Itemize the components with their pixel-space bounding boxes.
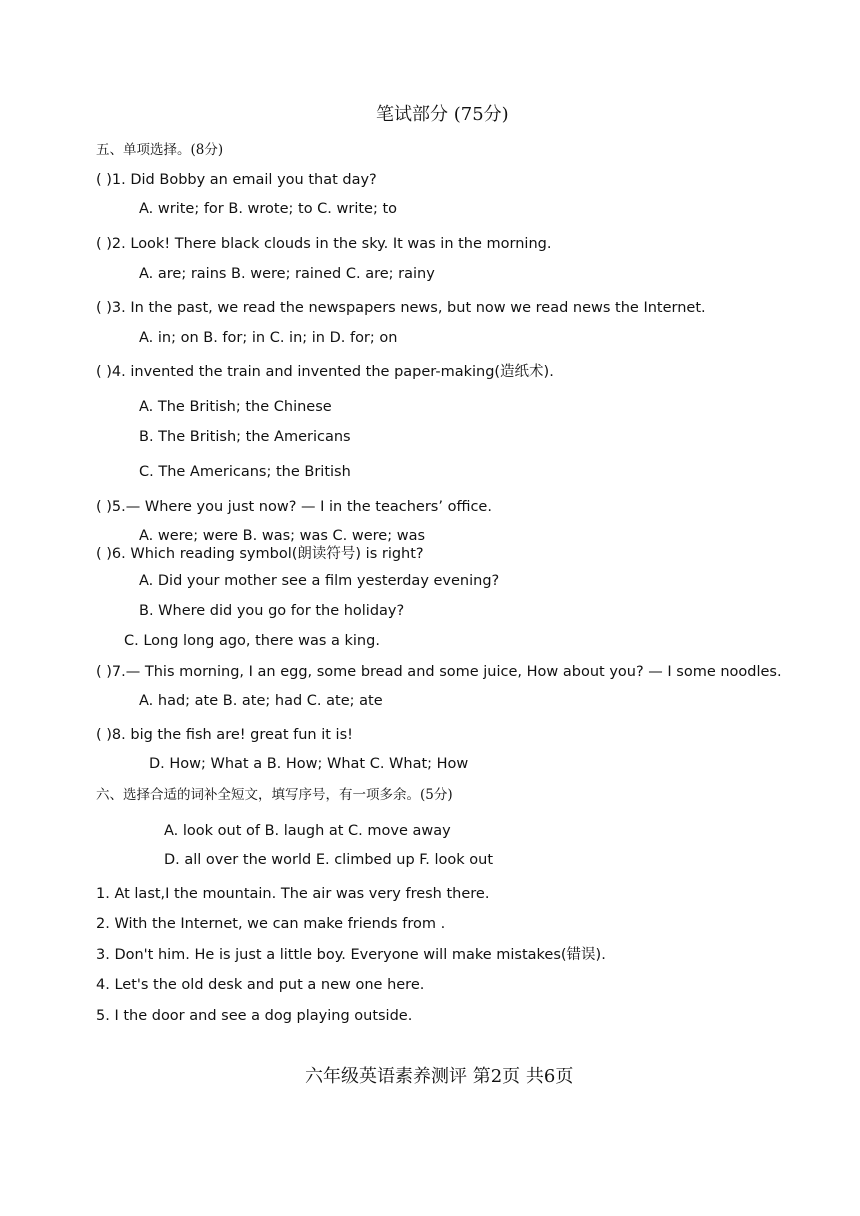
page-title: 笔试部分 (75分) <box>376 104 509 125</box>
sentence-5: 5. I the door and see a dog playing outside. <box>96 1008 413 1024</box>
question-6-stem: ( )6. Which reading symbol(朗读符号) is right? <box>96 546 424 562</box>
question-5-options: A. were; were B. was; was C. were; was <box>139 528 426 544</box>
question-3-stem: ( )3. In the past, we read the newspapers news, but now we read news the Internet. <box>96 300 706 316</box>
page-footer: 六年级英语素养测评 第2页 共6页 <box>305 1066 574 1087</box>
section-5-heading: 五、单项选择。(8分) <box>96 142 224 158</box>
section-6-heading: 六、选择合适的词补全短文，填写序号，有一项多余。(5分) <box>96 787 453 803</box>
question-1-stem: ( )1. Did Bobby an email you that day? <box>96 172 377 188</box>
question-1-options: A. write; for B. wrote; to C. write; to <box>139 201 398 217</box>
sentence-4: 4. Let's the old desk and put a new one here. <box>96 977 425 993</box>
question-6-option-a: A. Did your mother see a film yesterday evening? <box>139 573 500 589</box>
sentence-1: 1. At last,I the mountain. The air was very fresh there. <box>96 886 490 902</box>
question-7-options: A. had; ate B. ate; had C. ate; ate <box>139 693 383 709</box>
question-3-options: A. in; on B. for; in C. in; in D. for; on <box>139 330 398 346</box>
question-4-option-a: A. The British; the Chinese <box>139 399 332 415</box>
question-8-stem: ( )8. big the fish are! great fun it is! <box>96 727 353 743</box>
question-6-option-c: C. Long long ago, there was a king. <box>124 633 380 649</box>
question-4-option-c: C. The Americans; the British <box>139 464 351 480</box>
sentence-3: 3. Don't him. He is just a little boy. Everyone will make mistakes(错误). <box>96 947 606 963</box>
question-5-stem: ( )5.— Where you just now? — I in the teachers’ office. <box>96 499 492 515</box>
question-4-option-b: B. The British; the Americans <box>139 429 351 445</box>
question-8-options: D. How; What a B. How; What C. What; How <box>149 756 469 772</box>
sentence-2: 2. With the Internet, we can make friends from . <box>96 916 446 932</box>
question-2-stem: ( )2. Look! There black clouds in the sky. It was in the morning. <box>96 236 552 252</box>
word-bank-row-2: D. all over the world E. climbed up F. look out <box>164 852 494 868</box>
word-bank-row-1: A. look out of B. laugh at C. move away <box>164 823 451 839</box>
question-7-stem: ( )7.— This morning, I an egg, some bread and some juice, How about you? — I some noodles. <box>96 664 782 680</box>
question-2-options: A. are; rains B. were; rained C. are; rainy <box>139 266 435 282</box>
question-6-option-b: B. Where did you go for the holiday? <box>139 603 405 619</box>
question-4-stem: ( )4. invented the train and invented the paper-making(造纸术). <box>96 364 554 380</box>
